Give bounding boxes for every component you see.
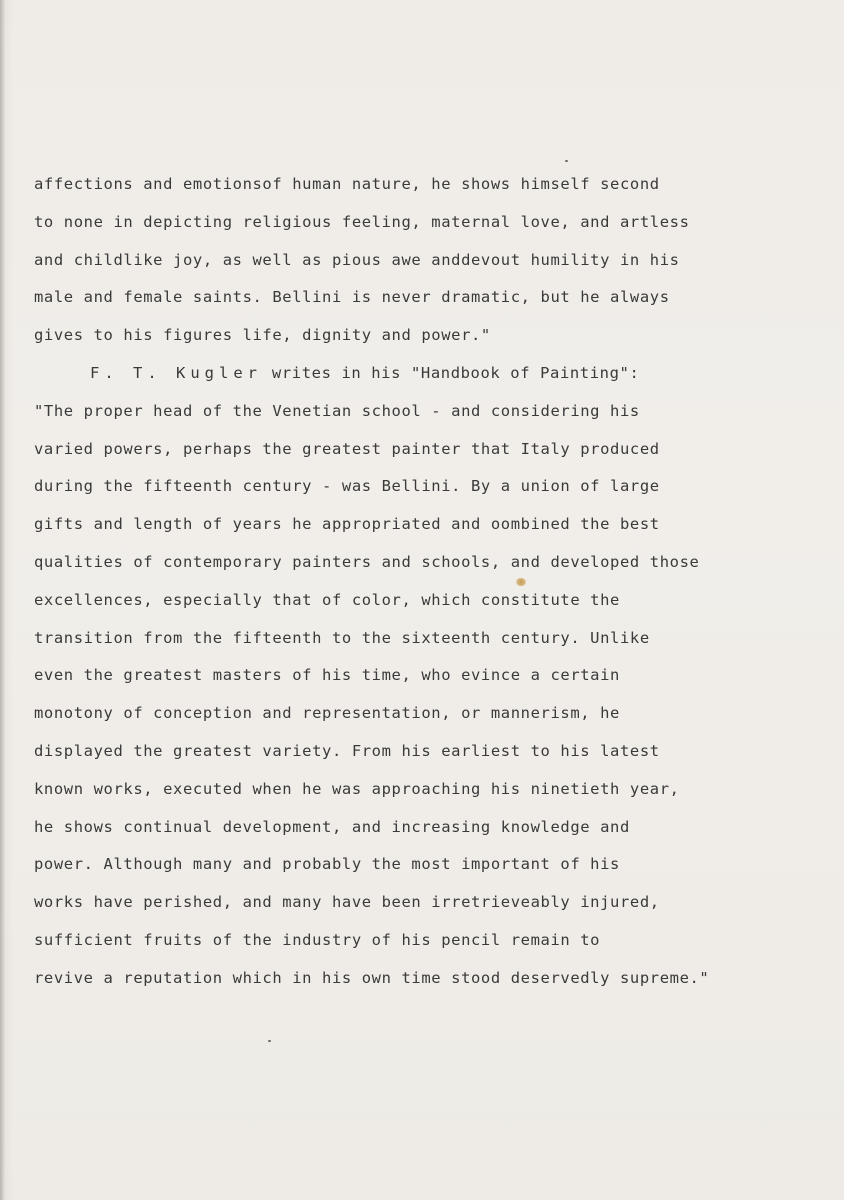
- quote-line: excellences, especially that of color, which constitute the: [34, 590, 620, 609]
- author-intro-line: [34, 355, 824, 393]
- text-line: and childlike joy, as well as pious awe anddevout humility in his: [34, 250, 680, 269]
- text-line: affections and emotionsof human nature, he shows himself second: [34, 175, 660, 193]
- quote-line: transition from the fifteenth to the sixteenth century. Unlike: [34, 628, 650, 647]
- page-edge-shadow: [0, 0, 5, 1200]
- quote-line: monotony of conception and representation, or mannerism, he: [34, 704, 620, 723]
- quote-line: even the greatest masters of his time, who evince a certain: [34, 666, 620, 685]
- typewritten-text-block: [34, 166, 824, 998]
- author-name: F. T. Kugler: [90, 363, 262, 382]
- quote-line: works have perished, and many have been irretrieveably injured,: [34, 893, 660, 912]
- text-line: to none in depicting religious feeling, maternal love, and artless: [34, 212, 690, 231]
- author-intro-rest: writes in his "Handbook of Painting":: [261, 363, 640, 382]
- quote-line: during the fifteenth century - was Bellini. By a union of large: [34, 477, 660, 496]
- quote-line: sufficient fruits of the industry of his pencil remain to: [34, 930, 601, 949]
- ink-speck: [268, 1040, 271, 1042]
- text-line: gives to his figures life, dignity and power.": [34, 326, 491, 345]
- quote-line: revive a reputation which in his own time stood deservedly supreme.": [34, 968, 710, 987]
- quote-line: varied powers, perhaps the greatest painter that Italy produced: [34, 439, 660, 458]
- quote-line: known works, executed when he was approaching his ninetieth year,: [34, 779, 680, 798]
- quote-line: gifts and length of years he appropriated and oombined the best: [34, 515, 660, 534]
- quote-line: power. Although many and probably the most important of his: [34, 855, 620, 874]
- quote-line: he shows continual development, and increasing knowledge and: [34, 817, 630, 836]
- quote-line: qualities of contemporary painters and schools, and developed those: [34, 552, 700, 571]
- ink-speck: [565, 160, 568, 162]
- quote-line: "The proper head of the Venetian school - and considering his: [34, 401, 640, 420]
- quote-line: displayed the greatest variety. From his earliest to his latest: [34, 741, 660, 760]
- text-line: male and female saints. Bellini is never dramatic, but he always: [34, 288, 670, 307]
- ink-stain: [516, 578, 526, 586]
